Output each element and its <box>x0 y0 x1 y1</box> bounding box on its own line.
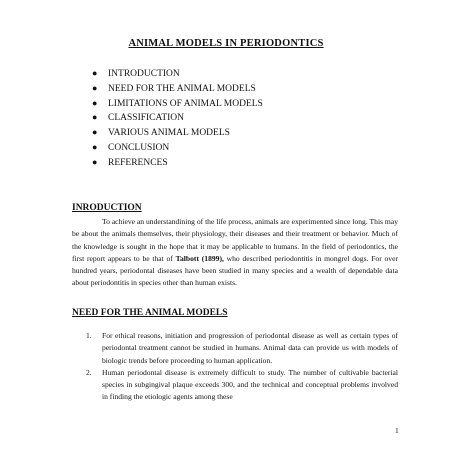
introduction-paragraph: To achieve an understandining of the life process, animals are experimented since long. This may be about the animals themselves, their physiology, their diseases and their treatment or behavior. Much of the knowledge is sought in the hope that it may be applicable to humans. In the field of periodontics, the first report appears to be that of Talbott (1899), who described periodontitis in mongrel dogs. For over hundred years, periodontal diseases have been studied in many species and a wealth of dependable data about periodontitis in species other than human exists. <box>72 217 398 288</box>
list-item: 1. For ethical reasons, initiation and progression of periodontal disease as well as certain types of periodontal treatment cannot be studied in humans. Animal data can provide us with models of biologic trends before proceeding to human application. <box>86 331 398 365</box>
toc-item: ● CONCLUSION <box>92 141 170 153</box>
need-heading: NEED FOR THE ANIMAL MODELS <box>72 308 228 318</box>
introduction-heading: INRODUCTION <box>72 203 142 213</box>
bullet-icon: ● <box>92 68 98 78</box>
bullet-icon: ● <box>92 112 98 123</box>
bullet-icon: ● <box>92 141 98 152</box>
bullet-icon: ● <box>92 156 98 167</box>
bullet-icon: ● <box>92 127 98 138</box>
toc-item: ● REFERENCES <box>92 156 168 168</box>
page-number: 1 <box>395 426 399 435</box>
toc-item: ● NEED FOR THE ANIMAL MODELS <box>92 82 256 94</box>
toc-item: ● INTRODUCTION <box>92 68 180 79</box>
toc-item: ● VARIOUS ANIMAL MODELS <box>92 127 230 139</box>
page-title: ANIMAL MODELS IN PERIODONTICS <box>128 38 324 49</box>
citation: Talbott (1899), <box>175 253 224 263</box>
toc-item: ● LIMITATIONS OF ANIMAL MODELS <box>92 97 263 109</box>
bullet-icon: ● <box>92 97 98 108</box>
table-of-contents <box>92 66 263 170</box>
list-item: 2. Human periodontal disease is extremely difficult to study. The number of cultivable bacterial species in subgingival plaque exceeds 300, and the technical and conceptual problems involved in finding the etiologic agents among these <box>86 367 398 402</box>
toc-item: ● CLASSIFICATION <box>92 112 185 124</box>
bullet-icon: ● <box>92 82 98 93</box>
need-list <box>72 330 398 404</box>
